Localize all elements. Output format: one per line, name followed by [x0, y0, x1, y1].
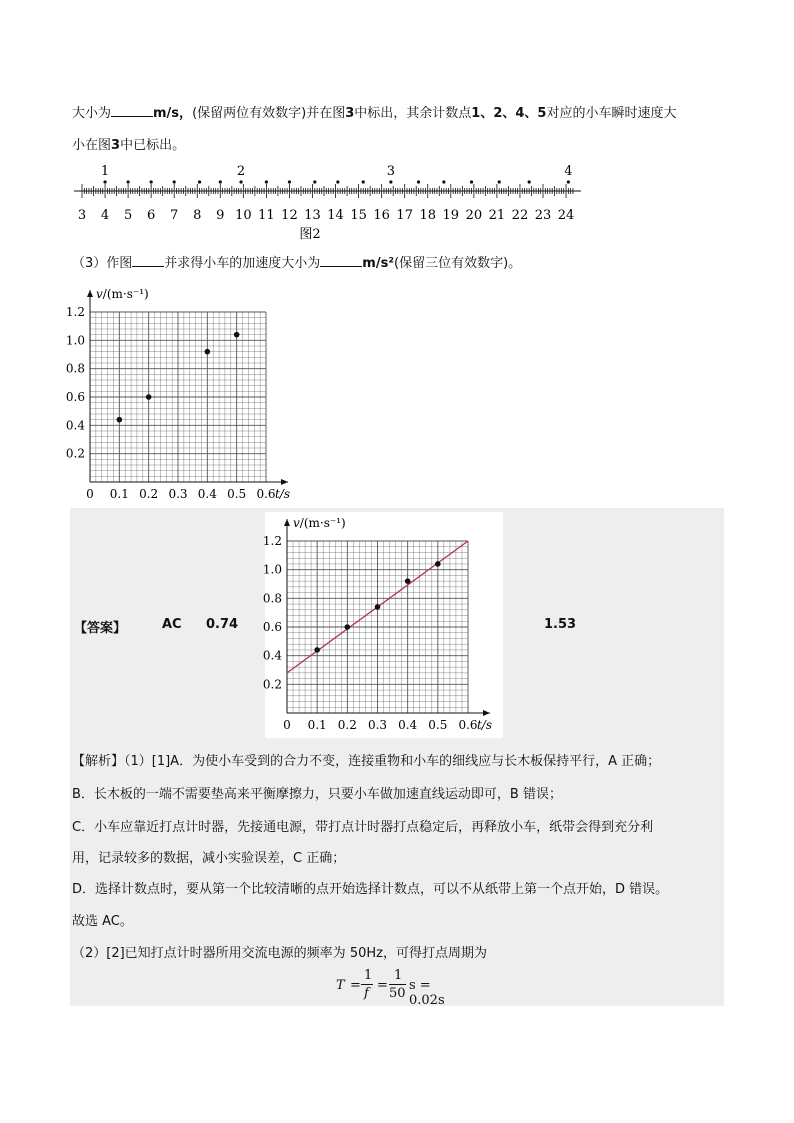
y-axis-label: v/(m·s⁻¹) — [293, 516, 346, 530]
unit-text: m/s² — [362, 256, 395, 271]
data-point — [314, 647, 320, 653]
x-axis-arrow — [483, 710, 490, 716]
tape-dot — [442, 180, 445, 183]
answer-blank — [132, 254, 164, 267]
y-tick-label: 1.0 — [65, 333, 85, 348]
ruler-scale-label: 3 — [77, 208, 87, 223]
ruler-scale-label: 19 — [442, 208, 460, 223]
ruler-scale-label: 11 — [258, 208, 275, 223]
tape-dot — [362, 180, 365, 183]
ruler-scale-label: 5 — [123, 208, 133, 223]
ruler-scale-label: 9 — [216, 208, 225, 223]
formula-result: s = 0.02s — [409, 978, 445, 1008]
tape-dot — [127, 180, 130, 183]
ruler-scale-label: 15 — [350, 208, 367, 223]
fraction-bar — [389, 984, 406, 985]
analysis-line: （2）[2]已知打点计时器所用交流电源的频率为 50Hz，可得打点周期为 — [72, 946, 487, 961]
ruler-scale-label: 10 — [235, 208, 252, 223]
count-point-label: 1 — [100, 164, 110, 179]
y-tick-label: 0.8 — [65, 361, 85, 376]
y-tick-label: 1.2 — [65, 305, 85, 319]
answer-blank — [320, 254, 362, 267]
y-tick-label: 0.6 — [65, 390, 85, 404]
x-tick-label: 0.4 — [197, 487, 217, 501]
tape-dot — [567, 180, 570, 183]
formula-den2: 50 — [389, 986, 406, 1001]
x-tick-label: 0 — [283, 718, 291, 732]
y-tick-label: 0.2 — [65, 446, 85, 461]
ruler-scale-label: 6 — [147, 208, 156, 223]
ruler-scale-label: 24 — [557, 208, 575, 223]
intro-text: 中标出，其余计数点 — [354, 106, 472, 121]
formula-eq: = — [350, 978, 361, 993]
tape-dot — [498, 180, 501, 183]
formula-num1: 1 — [364, 968, 373, 983]
analysis-line: 故选 AC。 — [72, 914, 133, 929]
y-tick-label: 0.8 — [262, 591, 282, 606]
ruler-scale-label: 17 — [396, 208, 413, 223]
ruler-scale-label: 21 — [488, 208, 506, 223]
ruler-scale-label: 16 — [373, 208, 390, 223]
answer-4: 1.53 — [544, 617, 577, 632]
x-tick-label: 0.3 — [168, 487, 188, 501]
data-point — [205, 349, 211, 355]
y-tick-label: 0.4 — [65, 418, 85, 433]
count-point-label: 3 — [386, 164, 396, 179]
ruler-scale-label: 14 — [327, 208, 344, 223]
intro-line-2 — [72, 134, 185, 153]
tape-dot — [288, 180, 291, 183]
ruler-scale-label: 22 — [511, 208, 529, 223]
tape-dot — [417, 180, 420, 183]
x-tick-label: 0.2 — [139, 487, 159, 501]
data-point — [117, 417, 123, 423]
tape-dot — [239, 180, 242, 183]
data-point — [375, 604, 381, 610]
data-point — [435, 561, 441, 567]
x-axis-label: t/s — [274, 487, 290, 501]
x-tick-label: 0.6 — [458, 718, 478, 732]
formula-eq2: = — [377, 978, 388, 993]
intro-text: 小在图 — [72, 138, 112, 153]
x-tick-label: 0.1 — [307, 718, 327, 732]
formula-lhs: T — [336, 978, 345, 993]
y-axis-label: v/(m·s⁻¹) — [96, 287, 149, 301]
fraction-bar — [361, 984, 373, 985]
intro-text: 大小为 — [72, 106, 112, 121]
answer-label: 【答案】 — [74, 621, 127, 636]
figure-ref: 3 — [111, 138, 121, 153]
ruler-scale-label: 13 — [304, 208, 321, 223]
intro-text: (保留两位有效数字)并在图 — [192, 106, 346, 121]
velocity-time-graph-answer — [262, 512, 510, 738]
tape-dot — [173, 180, 176, 183]
analysis-line: D．选择计数点时，要从第一个比较清晰的点开始选择计数点，可以不从纸带上第一个点开始，D 错误。 — [72, 882, 669, 897]
ruler-scale-label: 23 — [534, 208, 552, 223]
tape-dot — [470, 180, 473, 183]
ruler-scale-label: 7 — [170, 208, 179, 223]
formula-num2: 1 — [394, 968, 403, 983]
analysis-line: B．长木板的一端不需要垫高来平衡摩擦力，只要小车做加速直线运动即可，B 错误； — [72, 787, 562, 802]
question-3 — [72, 252, 521, 271]
ruler-scale-label: 8 — [193, 208, 202, 223]
points-ref: 1、2、4、5 — [471, 106, 547, 121]
tape-dot — [198, 180, 201, 183]
y-tick-label: 0.6 — [262, 620, 282, 634]
intro-line-1 — [72, 102, 676, 121]
tape-dot — [103, 180, 106, 183]
x-tick-label: 0.4 — [398, 718, 418, 732]
answer-blank — [111, 104, 153, 117]
x-tick-label: 0.6 — [256, 487, 276, 501]
data-point — [345, 624, 351, 630]
analysis-line: 用，记录较多的数据，减小实验误差，C 正确； — [72, 851, 346, 866]
y-axis-arrow — [87, 290, 93, 297]
tape-dot — [336, 180, 339, 183]
count-point-label: 4 — [564, 164, 573, 179]
tape-dot — [313, 180, 316, 183]
tape-dot — [219, 180, 222, 183]
formula-den1: f — [364, 986, 369, 1001]
figure-ref: 3 — [345, 106, 355, 121]
question-text: 并求得小车的加速度大小为 — [164, 256, 321, 271]
figure-caption: 图2 — [299, 227, 321, 242]
question-text: （3）作图 — [72, 256, 133, 271]
unit-text: m/s， — [153, 106, 193, 121]
ruler-scale-label: 18 — [419, 208, 437, 223]
answer-2: 0.74 — [206, 617, 239, 632]
data-point — [405, 578, 411, 584]
y-tick-label: 1.0 — [262, 562, 282, 577]
tape-dot — [265, 180, 268, 183]
velocity-time-graph-question — [60, 282, 310, 504]
analysis-line: C．小车应靠近打点计时器，先接通电源，带打点计时器打点稳定后，再释放小车，纸带会得到充分利 — [72, 820, 654, 835]
count-point-label: 2 — [236, 164, 246, 179]
ruler-scale-label: 20 — [465, 208, 483, 223]
tape-ruler-figure — [60, 158, 600, 244]
y-axis-arrow — [284, 519, 290, 526]
x-tick-label: 0.2 — [337, 718, 357, 732]
x-axis-arrow — [281, 479, 288, 485]
x-tick-label: 0.3 — [367, 718, 388, 732]
data-point — [234, 332, 240, 338]
tape-dot — [389, 180, 392, 183]
period-formula — [336, 966, 466, 1006]
y-tick-label: 0.4 — [262, 648, 282, 663]
x-axis-label: t/s — [476, 718, 492, 732]
x-tick-label: 0 — [86, 487, 94, 501]
intro-text: 对应的小车瞬时速度大 — [546, 106, 677, 121]
x-tick-label: 0.5 — [428, 718, 448, 732]
answer-1: AC — [162, 617, 182, 632]
ruler-scale-label: 12 — [281, 208, 298, 223]
x-tick-label: 0.5 — [227, 487, 247, 501]
intro-text: 中已标出。 — [120, 138, 186, 153]
tape-dot — [528, 180, 531, 183]
question-text: (保留三位有效数字)。 — [394, 256, 522, 271]
x-tick-label: 0.1 — [109, 487, 129, 501]
analysis-line: 【解析】（1）[1]A．为使小车受到的合力不变，连接重物和小车的细线应与长木板保持平行，A 正确； — [72, 754, 661, 769]
data-point — [146, 394, 152, 400]
y-tick-label: 1.2 — [262, 534, 282, 548]
tape-dot — [150, 180, 153, 183]
y-tick-label: 0.2 — [262, 677, 282, 692]
ruler-scale-label: 4 — [100, 208, 110, 223]
